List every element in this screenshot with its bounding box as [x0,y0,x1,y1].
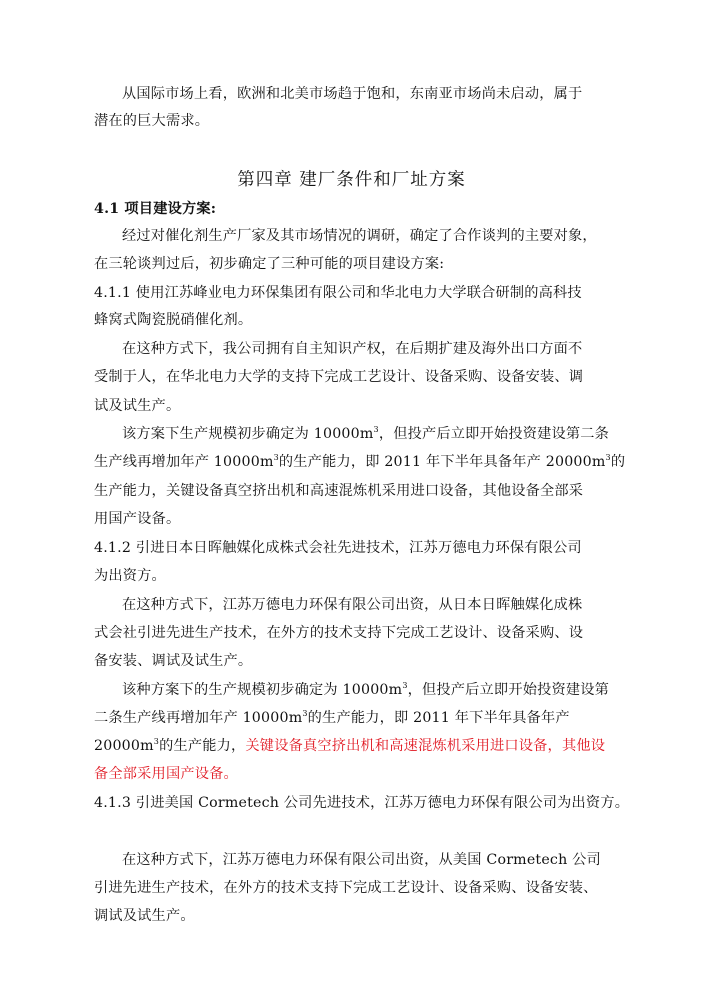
section-4-1-para-line-2: 在三轮谈判过后，初步确定了三种可能的项目建设方案: [94,256,445,272]
option-2-para1-line-1: 在这种方式下，江苏万德电力环保有限公司出资，从日本日晖触媒化成株 [122,597,583,613]
intro-line-1: 从国际市场上看，欧洲和北美市场趋于饱和，东南亚市场尚未启动，属于 [122,86,583,102]
section-4-1-para-line-1: 经过对催化剂生产厂家及其市场情况的调研，确定了合作谈判的主要对象， [122,228,597,244]
option-1-para2-line-3: 生产能力，关键设备真空挤出机和高速混炼机采用进口设备，其他设备全部采 [94,483,584,499]
text-run: ，但投产后立即开始投资建设第 [407,682,610,698]
option-1-para2-line-2 [94,452,625,472]
text-run: 的生产能力，即 2011 年下半年具备年产 20000m [278,454,606,470]
option-1-para2-line-1 [122,424,609,444]
option-1-para2-line-4: 用国产设备。 [94,511,181,527]
option-3-para1-line-2: 引进先进生产技术，在外方的技术支持下完成工艺设计、设备采购、设备安装、 [94,880,598,896]
text-run: 该种方案下的生产规模初步确定为 10000m [122,682,403,698]
option-1-heading-line-2: 蜂窝式陶瓷脱硝催化剂。 [94,312,253,328]
option-2-heading-line-2: 为出资方。 [94,568,166,584]
unit-superscript: 3 [302,709,308,718]
option-1-para1-line-2: 受制于人，在华北电力大学的支持下完成工艺设计、设备采购、设备安装、调 [94,369,584,385]
text-run: 的 [610,454,626,470]
option-1-heading-line-1: 4.1.1 使用江苏峰业电力环保集团有限公司和华北电力大学联合研制的高科技 [94,285,582,301]
unit-superscript: 3 [605,453,611,462]
option-2-para2-line-2 [94,708,570,728]
option-2-para1-line-2: 式会社引进先进生产技术，在外方的技术支持下完成工艺设计、设备采购、设 [94,625,584,641]
highlighted-text: 关键设备真空挤出机和高速混炼机采用进口设备，其他设 [245,738,606,754]
option-1-para1-line-1: 在这种方式下，我公司拥有自主知识产权，在后期扩建及海外出口方面不 [122,341,583,357]
text-run: 二条生产线再增加年产 10000m [94,710,303,726]
intro-line-2: 潜在的巨大需求。 [94,113,210,129]
chapter-title: 第四章 建厂条件和厂址方案 [237,170,466,190]
option-2-heading-line-1: 4.1.2 引进日本日晖触媒化成株式会社先进技术，江苏万德电力环保有限公司 [94,540,582,556]
text-run: 的生产能力，即 2011 年下半年具备年产 [307,710,570,726]
option-2-para2-line-4: 备全部采用国产设备。 [94,766,238,782]
text-run: 生产线再增加年产 10000m [94,454,274,470]
option-3-heading: 4.1.3 引进美国 Cormetech 公司先进技术，江苏万德电力环保有限公司为出资方。 [94,795,630,811]
text-run: ，但投产后立即开始投资建设第二条 [378,426,610,442]
unit-superscript: 3 [373,425,379,434]
unit-superscript: 3 [273,453,279,462]
unit-superscript: 3 [402,681,408,690]
option-2-para2-line-1 [122,680,609,700]
text-run: 的生产能力， [159,738,246,754]
option-3-para1-line-1: 在这种方式下，江苏万德电力环保有限公司出资，从美国 Cormetech 公司 [122,852,601,868]
unit-superscript: 3 [153,737,160,746]
option-1-para1-line-3: 试及试生产。 [94,398,181,414]
section-4-1-title: 4.1 项目建设方案: [94,201,217,217]
option-2-para2-line-3 [94,736,605,756]
text-run: 20000m [94,738,154,754]
text-run: 该方案下生产规模初步确定为 10000m [122,426,374,442]
option-3-para1-line-3: 调试及试生产。 [94,908,195,924]
option-2-para1-line-3: 备安装、调试及试生产。 [94,653,253,669]
